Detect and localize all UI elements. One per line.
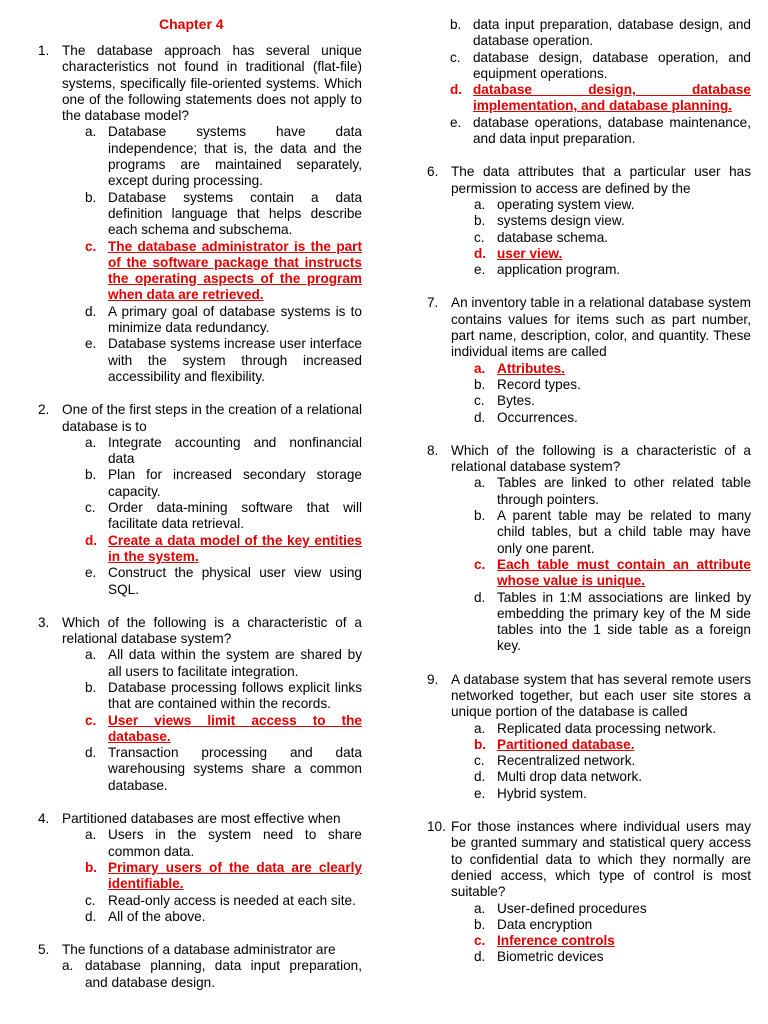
option-letter: e.: [85, 565, 97, 581]
question-number: 4.: [38, 811, 50, 827]
question-stem: [38, 811, 362, 827]
option-letter: c.: [474, 933, 486, 949]
answer-option-item: [450, 115, 751, 148]
option-text: Transaction processing and data warehousing systems share a common database.: [108, 745, 362, 793]
option-letter: a.: [85, 647, 97, 663]
option-text: database planning, data input preparation, and database design.: [85, 958, 362, 990]
question-stem: [427, 672, 751, 721]
answer-option: [474, 933, 751, 949]
question-text: Partitioned databases are most effective when: [62, 811, 341, 827]
option-letter: a.: [474, 475, 486, 491]
option-text: operating system view.: [497, 196, 635, 212]
option-text: Partitioned database.: [497, 736, 635, 752]
option-text: The database administrator is the part of the software package that instructs the operating aspects of the program when data are retrieved.: [108, 238, 362, 303]
answer-option-item: [450, 50, 751, 83]
option-text: Multi drop data network.: [497, 769, 643, 785]
answer-option-item: [85, 909, 362, 925]
option-text: All data within the system are shared by all users to facilitate integration.: [108, 647, 362, 679]
answer-option-item: [85, 190, 362, 239]
option-text: database operations, database maintenance, and data input preparation.: [473, 114, 751, 147]
answer-option-item: [85, 500, 362, 533]
option-letter: a.: [474, 900, 486, 916]
question-5-continued-options: [450, 17, 751, 147]
answer-option: [85, 713, 362, 746]
options-list: [85, 647, 362, 794]
option-text: user view.: [497, 245, 563, 261]
option-letter: a.: [85, 827, 97, 843]
option-letter: a.: [474, 196, 486, 212]
answer-option-item: [85, 124, 362, 189]
option-text: database design, database implementation, and database planning.: [473, 82, 751, 114]
answer-option: [474, 737, 751, 753]
option-letter: a.: [474, 360, 486, 376]
answer-option-item: [474, 262, 751, 278]
answer-option: [474, 246, 751, 262]
option-text: Database processing follows explicit links that are contained within the records.: [108, 679, 362, 712]
question-item: [38, 811, 362, 925]
option-text: Attributes.: [497, 360, 565, 376]
option-text: Database systems increase user interface with the system through increased accessibility and flexibility.: [108, 336, 362, 384]
option-letter: b.: [85, 859, 98, 875]
option-letter: d.: [474, 769, 486, 785]
options-list: [474, 361, 751, 426]
option-text: All of the above.: [108, 908, 206, 924]
answer-option: [474, 361, 751, 377]
question-text: The data attributes that a particular user has permission to access are defined by the: [451, 164, 751, 196]
question-list-right: [427, 164, 751, 965]
question-text: One of the first steps in the creation of a relational database is to: [62, 402, 362, 434]
answer-option-item: [85, 435, 362, 468]
answer-option-item: [62, 958, 362, 991]
question-stem: [427, 819, 751, 900]
answer-option-item: [85, 827, 362, 860]
options-list: [474, 197, 751, 278]
answer-option-item: [474, 786, 751, 802]
option-letter: d.: [85, 908, 97, 924]
option-letter: d.: [474, 589, 486, 605]
options-list: [62, 958, 362, 991]
option-text: Read-only access is needed at each site.: [108, 892, 356, 908]
option-text: A parent table may be related to many child tables, but a child table may have only one parent.: [497, 508, 751, 556]
options-list: [474, 721, 751, 802]
option-letter: d.: [474, 245, 487, 261]
options-list: [474, 475, 751, 654]
option-letter: e.: [450, 114, 462, 130]
answer-option-item: [474, 213, 751, 229]
option-text: data input preparation, database design, and database operation.: [473, 17, 751, 49]
answer-option-item: [474, 230, 751, 246]
option-text: A primary goal of database systems is to minimize data redundancy.: [108, 303, 362, 336]
option-text: database schema.: [497, 229, 609, 245]
answer-option-item: [85, 647, 362, 680]
option-text: User-defined procedures: [497, 900, 647, 916]
option-text: Record types.: [497, 376, 581, 392]
answer-option-item: [474, 197, 751, 213]
question-number: 2.: [38, 402, 50, 418]
question-stem: [427, 164, 751, 197]
answer-option: [85, 533, 362, 566]
answer-option-item: [474, 377, 751, 393]
answer-option: [85, 239, 362, 304]
option-letter: b.: [474, 376, 486, 392]
question-text: The functions of a database administrator are: [62, 942, 336, 958]
answer-option-item: [474, 721, 751, 737]
answer-option: [450, 82, 751, 115]
option-letter: c.: [85, 500, 96, 516]
option-text: application program.: [497, 262, 621, 278]
question-number: 9.: [427, 671, 439, 687]
question-item: [427, 672, 751, 802]
option-letter: d.: [474, 409, 486, 425]
question-item: [38, 402, 362, 598]
option-letter: e.: [474, 785, 486, 801]
question-stem: [38, 615, 362, 648]
question-text: Which of the following is a characteristic of a relational database system?: [451, 442, 751, 475]
answer-option-item: [85, 680, 362, 713]
option-letter: d.: [474, 949, 486, 965]
option-letter: d.: [85, 532, 98, 548]
option-letter: c.: [85, 712, 97, 728]
question-item: [38, 43, 362, 385]
answer-option-item: [85, 745, 362, 794]
answer-option-item: [85, 893, 362, 909]
option-text: Tables in 1:M associations are linked by embedding the primary key of the M side tables into the 1 side table as a foreign key.: [497, 589, 751, 654]
option-text: systems design view.: [497, 213, 625, 229]
right-column: [427, 17, 751, 983]
option-text: Integrate accounting and nonfinancial data: [108, 434, 362, 467]
question-item: [427, 819, 751, 966]
options-list: [85, 124, 362, 385]
option-letter: c.: [474, 393, 485, 409]
option-letter: c.: [474, 229, 485, 245]
left-column: [38, 16, 362, 1008]
answer-option-item: [474, 901, 751, 917]
option-text: Construct the physical user view using SQL.: [108, 565, 362, 597]
option-letter: b.: [85, 467, 97, 483]
options-list: [85, 827, 362, 925]
option-text: Database systems contain a data definition language that helps describe each schema and subschema.: [108, 189, 362, 238]
options-list: [474, 901, 751, 966]
option-text: Users in the system need to share common data.: [108, 827, 362, 859]
option-text: Tables are linked to other related table through pointers.: [497, 475, 751, 507]
question-text: A database system that has several remote users networked together, but each user site stores a unique portion of the database is called: [451, 671, 751, 720]
option-text: Data encryption: [497, 916, 593, 932]
option-letter: d.: [450, 82, 463, 98]
option-letter: b.: [474, 736, 487, 752]
answer-option-item: [474, 508, 751, 557]
option-text: Create a data model of the key entities in the system.: [108, 532, 362, 564]
answer-option-item: [85, 336, 362, 385]
option-text: Database systems have data independence; that is, the data and the programs are maintained separately, except during processing.: [108, 124, 362, 189]
question-item: [38, 942, 362, 991]
answer-option: [474, 557, 751, 590]
question-stem: [427, 443, 751, 476]
option-letter: b.: [474, 916, 486, 932]
answer-option-item: [474, 917, 751, 933]
question-item: [38, 615, 362, 794]
question-item: [427, 443, 751, 655]
option-letter: c.: [85, 892, 96, 908]
answer-option-item: [474, 410, 751, 426]
option-text: Each table must contain an attribute whose value is unique.: [497, 556, 751, 589]
option-text: Occurrences.: [497, 409, 578, 425]
answer-option-item: [474, 393, 751, 409]
question-text: An inventory table in a relational database system contains values for items such as part number, part name, description, color, and quantity. These individual items are called: [451, 295, 751, 360]
option-letter: d.: [85, 303, 97, 319]
answer-option-item: [474, 475, 751, 508]
option-text: User views limit access to the database.: [108, 712, 362, 744]
question-number: 3.: [38, 614, 50, 630]
option-letter: b.: [85, 189, 97, 205]
option-text: Inference controls: [497, 933, 615, 949]
option-letter: a.: [85, 434, 97, 450]
question-number: 7.: [427, 295, 439, 311]
question-number: 8.: [427, 442, 439, 458]
question-text: The database approach has several unique characteristics not found in traditional (flat-file) systems, specifically file-oriented systems. Which one of the following statements does not apply to the database model?: [62, 43, 362, 124]
option-text: Bytes.: [497, 393, 535, 409]
option-letter: e.: [85, 336, 97, 352]
question-stem: [38, 43, 362, 124]
option-letter: b.: [474, 508, 486, 524]
option-letter: c.: [450, 49, 461, 65]
answer-option-item: [85, 304, 362, 337]
question-number: 1.: [38, 43, 50, 58]
option-text: Plan for increased secondary storage capacity.: [108, 467, 362, 499]
answer-option-item: [85, 467, 362, 500]
question-stem: [427, 295, 751, 360]
question-stem: [38, 402, 362, 435]
answer-option-item: [474, 590, 751, 655]
option-letter: a.: [474, 720, 486, 736]
question-number: 10.: [427, 819, 446, 835]
option-letter: b.: [474, 213, 486, 229]
option-letter: a.: [62, 958, 74, 974]
question-text: Which of the following is a characteristic of a relational database system?: [62, 614, 362, 647]
option-text: Recentralized network.: [497, 753, 636, 769]
question-number: 5.: [38, 942, 50, 958]
answer-option-item: [474, 949, 751, 965]
option-letter: a.: [85, 124, 97, 140]
option-letter: c.: [85, 238, 97, 254]
option-text: Biometric devices: [497, 949, 604, 965]
option-text: Order data-mining software that will facilitate data retrieval.: [108, 500, 362, 532]
option-text: database design, database operation, and equipment operations.: [473, 49, 751, 81]
option-letter: b.: [85, 679, 97, 695]
option-letter: c.: [474, 556, 486, 572]
answer-option: [85, 860, 362, 893]
answer-option-item: [450, 17, 751, 50]
answer-option-item: [474, 753, 751, 769]
question-list-left: [38, 43, 362, 991]
answer-option-item: [85, 565, 362, 598]
question-item: [427, 295, 751, 425]
question-number: 6.: [427, 164, 439, 180]
option-text: Hybrid system.: [497, 785, 587, 801]
option-text: Primary users of the data are clearly identifiable.: [108, 859, 362, 892]
answer-option-item: [474, 769, 751, 785]
question-text: For those instances where individual users may be granted summary and statistical query access to confidential data to which they normally are denied access, which type of control is most suitable?: [451, 819, 751, 900]
chapter-title: Chapter 4: [159, 16, 224, 32]
option-letter: d.: [85, 745, 97, 761]
question-stem: [38, 942, 362, 958]
option-letter: c.: [474, 753, 485, 769]
option-text: Replicated data processing network.: [497, 720, 717, 736]
question-item: [427, 164, 751, 278]
option-letter: b.: [450, 17, 462, 32]
options-list: [85, 435, 362, 598]
option-letter: e.: [474, 262, 486, 278]
